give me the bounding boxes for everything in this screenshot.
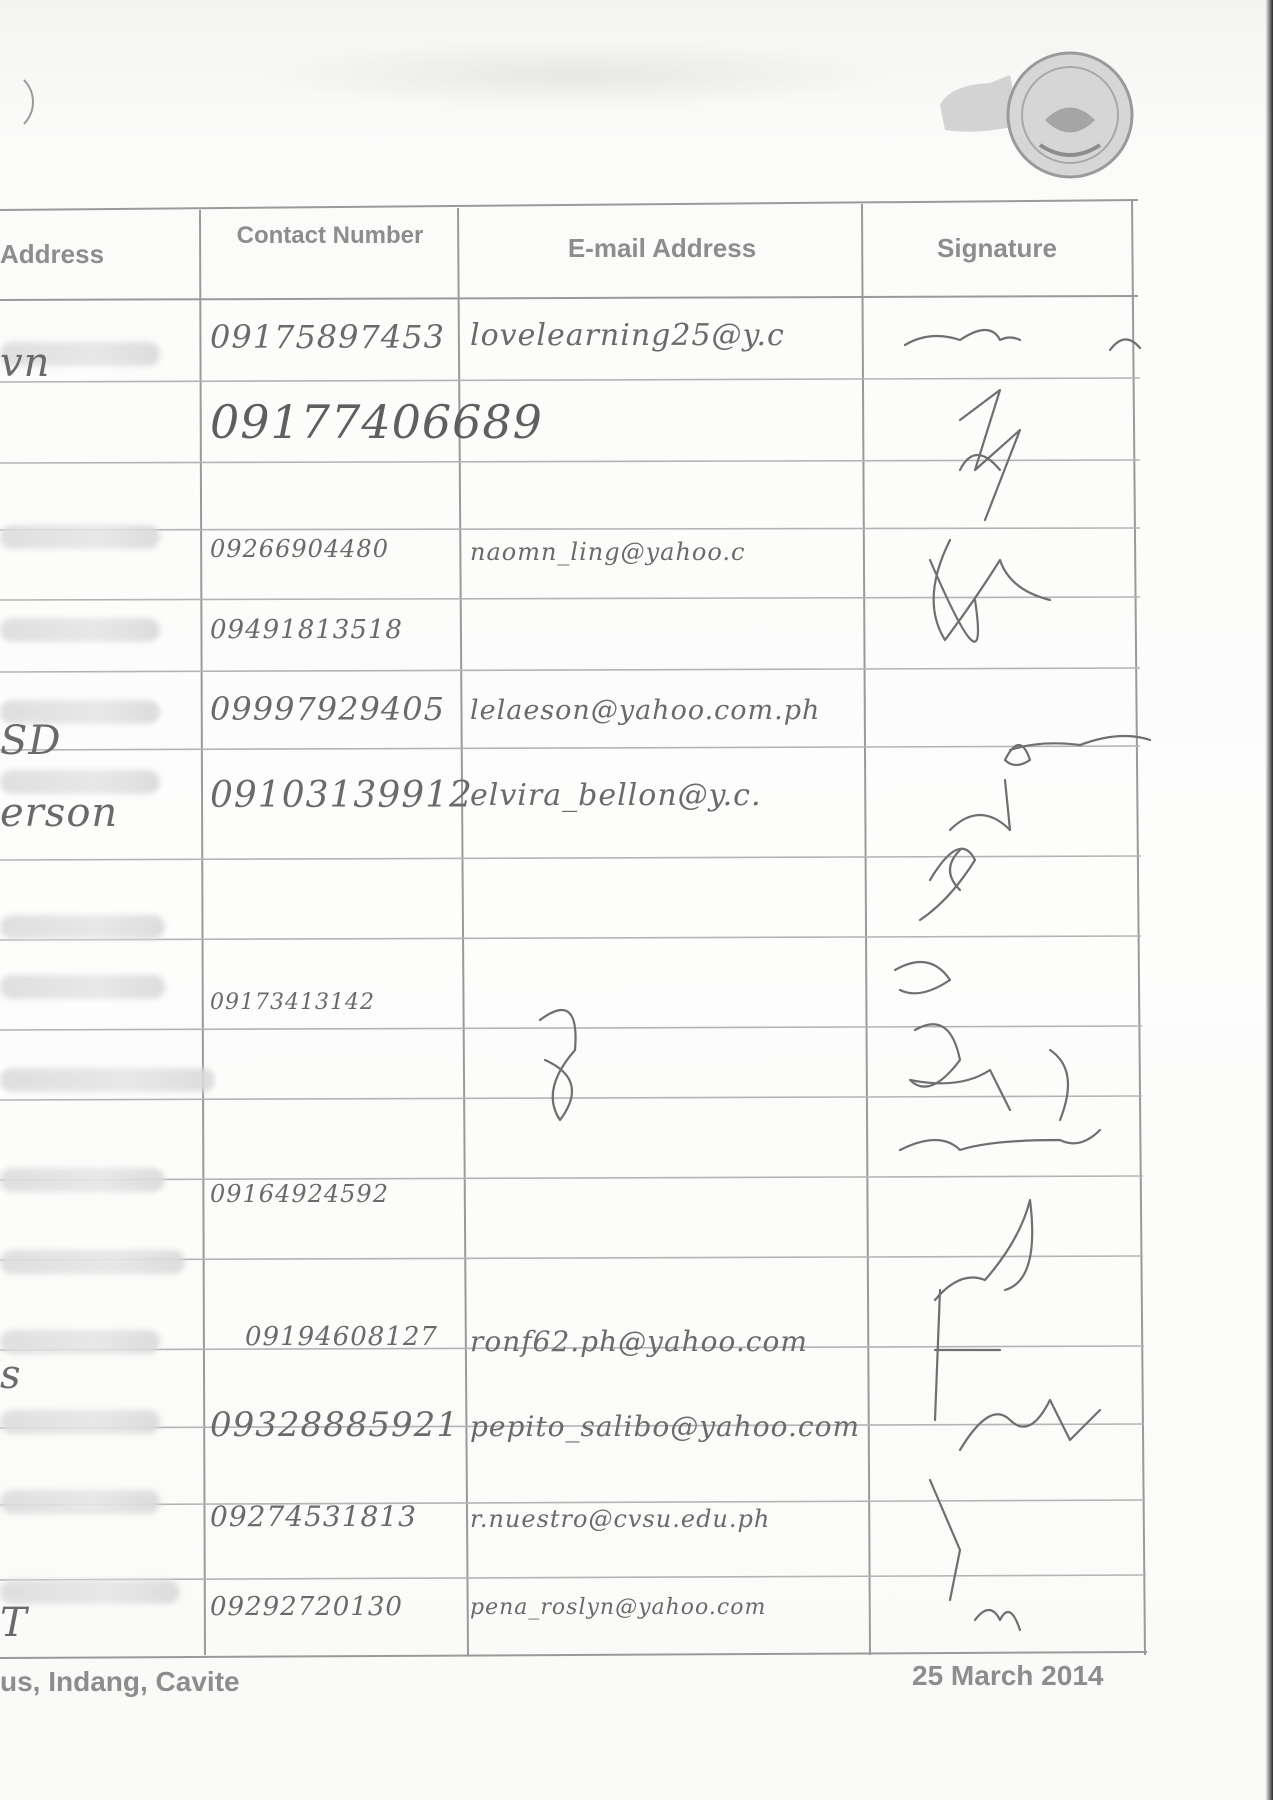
- row-contact-number: 09164924592: [210, 1180, 389, 1208]
- row-contact-number: 09292720130: [210, 1592, 403, 1622]
- row-email: elvira_bellon@y.c.: [470, 778, 762, 813]
- row-contact-number: 09491813518: [210, 615, 403, 645]
- row-email: r.nuestro@cvsu.edu.ph: [470, 1505, 771, 1533]
- row-contact-number: 09274531813: [210, 1500, 417, 1533]
- header-address: Address: [0, 239, 105, 269]
- row-contact-number: 09173413142: [210, 990, 375, 1015]
- row-email: ronf62.ph@yahoo.com: [470, 1325, 808, 1358]
- row-contact-number: 09266904480: [210, 535, 389, 563]
- row-contact-number: 09177406689: [210, 395, 543, 449]
- row-address: SD: [0, 718, 62, 764]
- row-contact-number: 09103139912: [210, 775, 473, 816]
- row-email: lovelearning25@y.c: [470, 318, 785, 353]
- header-signature: Signature: [937, 233, 1057, 263]
- row-address: s: [0, 1352, 22, 1398]
- row-contact-number: 09175897453: [210, 318, 445, 356]
- header-email-address: E-mail Address: [567, 233, 757, 263]
- row-address: erson: [0, 790, 119, 836]
- row-contact-number: 09328885921: [210, 1405, 459, 1445]
- row-contact-number: 09194608127: [245, 1322, 438, 1352]
- header-contact-number: Contact Number: [236, 222, 424, 249]
- row-address: vn: [0, 340, 51, 386]
- row-email: pena_roslyn@yahoo.com: [470, 1595, 767, 1620]
- row-email: lelaeson@yahoo.com.ph: [470, 695, 821, 726]
- footer-location: us, Indang, Cavite: [0, 1666, 240, 1697]
- row-email: pepito_salibo@yahoo.com: [470, 1410, 860, 1443]
- footer-date: 25 March 2014: [912, 1660, 1104, 1691]
- row-contact-number: 09997929405: [210, 690, 445, 728]
- row-email: naomn_ling@yahoo.c: [470, 538, 746, 566]
- row-address: T: [0, 1600, 28, 1646]
